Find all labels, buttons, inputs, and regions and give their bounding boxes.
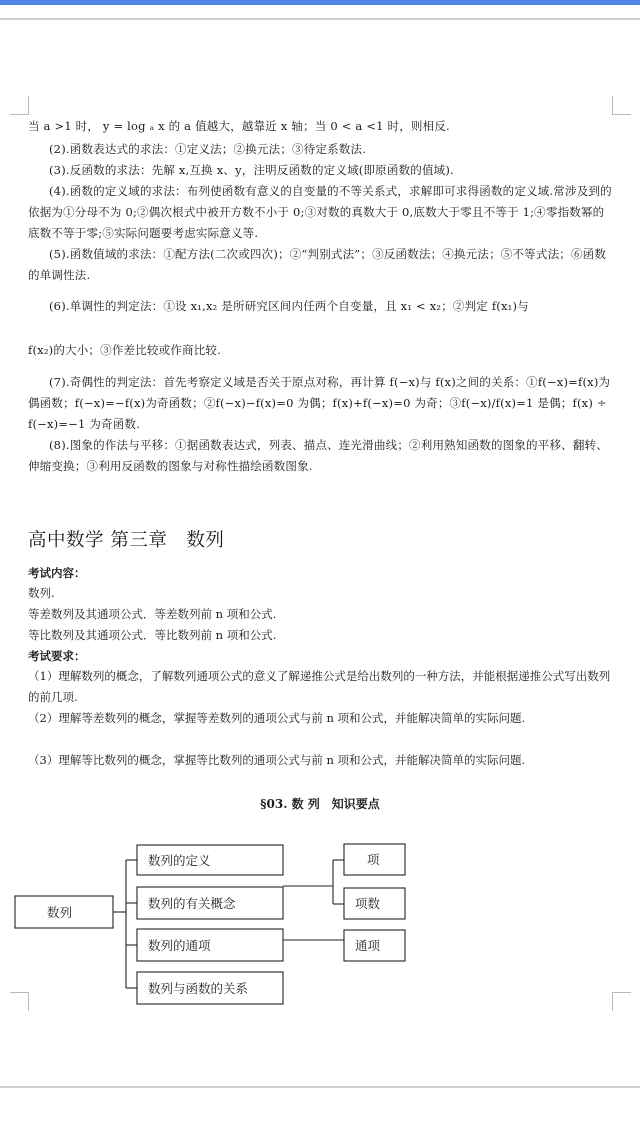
paragraph-5: (5).函数值域的求法：①配方法(二次或四次)；②“判别式法”；③反函数法；④换元法；⑤不等式法；⑥函数的单调性法. bbox=[28, 247, 607, 282]
diagram-leaf-label: 项数 bbox=[355, 896, 381, 911]
requirement-3: （3）理解等比数列的概念，掌握等比数列的通项公式与前 n 项和公式，并能解决简单的实际问题. bbox=[28, 753, 526, 767]
diagram-root-label: 数列 bbox=[47, 905, 73, 920]
chapter-title: 高中数学 第三章 数列 bbox=[28, 530, 225, 551]
paragraph-7: (7).奇偶性的判定法：首先考察定义域是否关于原点对称，再计算 f(−x)与 f(x)之间的关系：①f(−x)=f(x)为偶函数；f(−x)=−f(x)为奇函数；②f(−x)−f(x)=0 为偶；f(x)+f(−x)=0 为奇；③f(−x)/f(x)=1 是偶；f(x) ÷ f(−x)=−1 为奇函数. bbox=[28, 375, 611, 431]
knowledge-points-title: §03. 数 列 知识要点 bbox=[260, 797, 380, 811]
requirement-2: （2）理解等差数列的概念，掌握等差数列的通项公式与前 n 项和公式，并能解决简单的实际问题. bbox=[28, 711, 526, 725]
paragraph-log-note: 当 a >1 时， y = log ₐ x 的 a 值越大，越靠近 x 轴；当 0 < a <1 时，则相反. bbox=[28, 119, 450, 133]
paragraph-6b: f(x₂)的大小；③作差比较或作商比较. bbox=[28, 343, 221, 357]
diagram-branch-label: 数列与函数的关系 bbox=[148, 981, 249, 996]
diagram-leaf-label: 通项 bbox=[355, 938, 381, 953]
exam-content-label: 考试内容： bbox=[28, 566, 86, 580]
exam-content-item: 等差数列及其通项公式．等差数列前 n 项和公式. bbox=[28, 607, 277, 621]
paragraph-6a: (6).单调性的判定法：①设 x₁,x₂ 是所研究区间内任两个自变量，且 x₁ < x₂；②判定 f(x₁)与 bbox=[49, 299, 529, 313]
exam-requirements-label: 考试要求： bbox=[28, 649, 86, 663]
diagram-branch-label: 数列的通项 bbox=[148, 938, 211, 953]
exam-content-item: 数列. bbox=[28, 586, 55, 600]
requirement-1: （1）理解数列的概念，了解数列通项公式的意义了解递推公式是给出数列的一种方法，并能根据递推公式写出数列的前几项. bbox=[28, 669, 611, 704]
diagram-branch-label: 数列的定义 bbox=[148, 853, 211, 868]
diagram-leaf-label: 项 bbox=[367, 852, 380, 867]
paragraph-2: (2).函数表达式的求法：①定义法；②换元法；③待定系数法. bbox=[49, 142, 367, 156]
paragraph-3: (3).反函数的求法：先解 x,互换 x、y，注明反函数的定义域(即原函数的值域). bbox=[49, 163, 454, 177]
bottom-divider bbox=[0, 1086, 640, 1088]
diagram-branch-label: 数列的有关概念 bbox=[148, 896, 236, 911]
paragraph-8: (8).图象的作法与平移：①据函数表达式，列表、描点、连光滑曲线；②利用熟知函数的图象的平移、翻转、伸缩变换；③利用反函数的图象与对称性描绘函数图象. bbox=[28, 438, 608, 473]
exam-content-item: 等比数列及其通项公式．等比数列前 n 项和公式. bbox=[28, 628, 277, 642]
paragraph-4: (4).函数的定义域的求法：布列使函数有意义的自变量的不等关系式，求解即可求得函数的定义域.常涉及到的依据为①分母不为 0;②偶次根式中被开方数不小于 0;③对数的真数大于 0,底数大于零且不等于 1;④零指数幂的底数不等于零;⑤实际问题要考虑实际意义等. bbox=[28, 184, 612, 240]
